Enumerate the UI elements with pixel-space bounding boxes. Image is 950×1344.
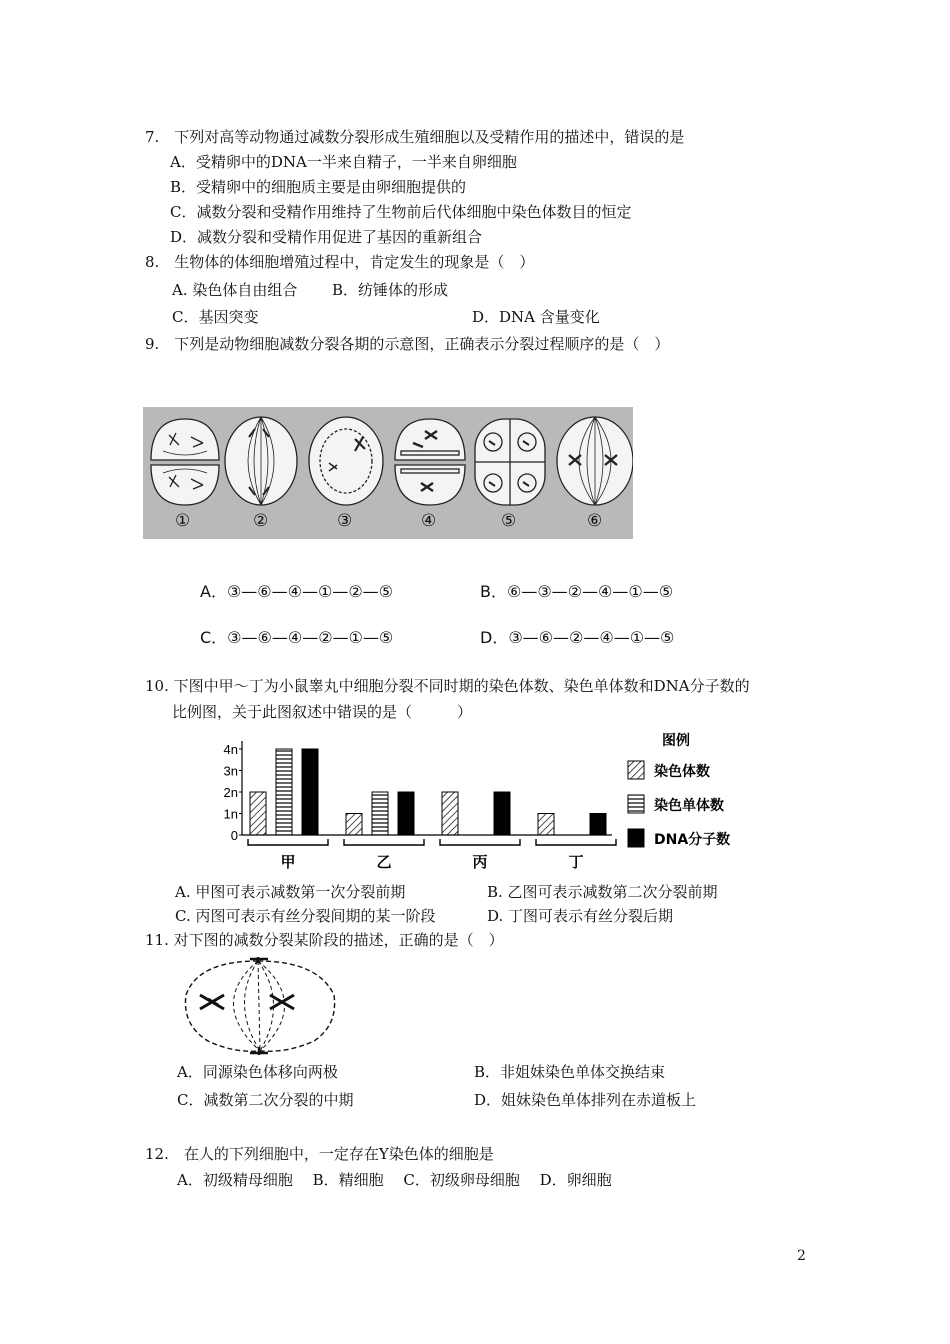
bar-1-series-2 bbox=[276, 749, 292, 835]
y-tick-label: 2n bbox=[223, 785, 238, 800]
bar-4-series-3 bbox=[590, 814, 606, 836]
cell-2-diagram bbox=[225, 417, 297, 505]
legend-label: 染色单体数 bbox=[654, 798, 724, 814]
q8-option-a: A. 染色体自由组合 bbox=[172, 281, 298, 299]
q11-option-c: C．减数第二次分裂的中期 bbox=[177, 1091, 354, 1109]
bar-4-series-1 bbox=[538, 814, 554, 836]
cell-5-diagram bbox=[475, 419, 545, 505]
q7-option-b: B．受精卵中的细胞质主要是由卵细胞提供的 bbox=[170, 178, 467, 196]
legend-label: 染色体数 bbox=[654, 764, 710, 780]
q9-option-a: A．③—⑥—④—①—②—⑤ bbox=[200, 582, 394, 601]
q12-options: A．初级精母细胞 B．精细胞 C．初级卵母细胞 D．卵细胞 bbox=[177, 1171, 612, 1189]
q7-option-c: C．减数分裂和受精作用维持了生物前后代体细胞中染色体数目的恒定 bbox=[170, 203, 632, 221]
q11-option-a: A．同源染色体移向两极 bbox=[177, 1063, 338, 1081]
category-bracket bbox=[344, 839, 424, 845]
bar-1-series-3 bbox=[302, 749, 318, 835]
spindle-diagram bbox=[178, 955, 343, 1059]
category-label: 丁 bbox=[568, 853, 584, 871]
q8-option-c: C．基因突变 bbox=[172, 308, 259, 326]
q10-option-a: A. 甲图可表示减数第一次分裂前期 bbox=[175, 883, 406, 901]
cell-label-6: ⑥ bbox=[587, 511, 603, 531]
cell-label-1: ① bbox=[175, 511, 191, 531]
cell-label-3: ③ bbox=[337, 511, 353, 531]
q11-option-d: D．姐妹染色单体排列在赤道板上 bbox=[474, 1091, 697, 1109]
q10-stem-line2: 比例图，关于此图叙述中错误的是（ ） bbox=[172, 703, 473, 721]
bar-2-series-2 bbox=[372, 792, 388, 835]
cell-label-5: ⑤ bbox=[501, 511, 517, 531]
legend-swatch bbox=[628, 761, 644, 779]
cell-label-2: ② bbox=[253, 511, 269, 531]
q8-option-b: B．纺锤体的形成 bbox=[332, 281, 449, 299]
q10-option-c: C. 丙图可表示有丝分裂间期的某一阶段 bbox=[175, 907, 436, 925]
cell-label-4: ④ bbox=[421, 511, 437, 531]
category-bracket bbox=[248, 839, 328, 845]
q7-option-d: D．减数分裂和受精作用促进了基因的重新组合 bbox=[170, 228, 483, 246]
category-label: 乙 bbox=[376, 853, 392, 871]
meiosis-cells-figure bbox=[143, 407, 633, 539]
bar-3-series-3 bbox=[494, 792, 510, 835]
cell-4-diagram bbox=[395, 419, 465, 505]
q9-option-d: D．③—⑥—②—④—①—⑤ bbox=[480, 628, 675, 647]
legend-swatch bbox=[628, 795, 644, 813]
q12-stem: 12. 在人的下列细胞中，一定存在Y染色体的细胞是 bbox=[145, 1145, 494, 1163]
bar-3-series-1 bbox=[442, 792, 458, 835]
category-label: 甲 bbox=[280, 853, 296, 871]
legend-title: 图例 bbox=[662, 733, 690, 749]
bar-2-series-1 bbox=[346, 814, 362, 836]
cell-3-diagram bbox=[309, 417, 383, 505]
category-bracket bbox=[440, 839, 520, 845]
q9-option-c: C．③—⑥—④—②—①—⑤ bbox=[200, 628, 394, 647]
bar-2-series-3 bbox=[398, 792, 414, 835]
q8-option-d: D．DNA 含量变化 bbox=[472, 308, 600, 326]
y-tick-label: 0 bbox=[230, 828, 238, 843]
legend-swatch bbox=[628, 829, 644, 847]
q10-stem-line1: 10. 下图中甲～丁为小鼠睾丸中细胞分裂不同时期的染色体数、染色单体数和DNA分子数的 bbox=[145, 677, 750, 695]
bar-1-series-1 bbox=[250, 792, 266, 835]
bar-chart bbox=[210, 725, 750, 879]
category-label: 丙 bbox=[472, 853, 488, 871]
q11-stem: 11. 对下图的减数分裂某阶段的描述，正确的是（ ） bbox=[145, 931, 504, 949]
y-tick-label: 3n bbox=[223, 763, 238, 779]
q9-stem: 9. 下列是动物细胞减数分裂各期的示意图，正确表示分裂过程顺序的是（ ） bbox=[145, 335, 670, 353]
y-tick-label: 1n bbox=[223, 806, 238, 822]
q11-option-b: B．非姐妹染色单体交换结束 bbox=[474, 1063, 666, 1081]
q7-stem: 7. 下列对高等动物通过减数分裂形成生殖细胞以及受精作用的描述中，错误的是 bbox=[145, 128, 685, 146]
q7-option-a: A．受精卵中的DNA一半来自精子，一半来自卵细胞 bbox=[170, 153, 517, 171]
q10-option-d: D. 丁图可表示有丝分裂后期 bbox=[487, 907, 674, 925]
q9-option-b: B．⑥—③—②—④—①—⑤ bbox=[480, 582, 674, 601]
cell-6-diagram bbox=[557, 417, 633, 505]
q8-stem: 8. 生物体的体细胞增殖过程中，肯定发生的现象是（ ） bbox=[145, 253, 535, 271]
q10-option-b: B. 乙图可表示减数第二次分裂前期 bbox=[487, 883, 718, 901]
page-number: 2 bbox=[797, 1248, 806, 1264]
legend-label: DNA分子数 bbox=[654, 832, 731, 848]
cell-1-diagram bbox=[151, 419, 219, 505]
y-tick-label: 4n bbox=[223, 742, 238, 757]
category-bracket bbox=[536, 839, 616, 845]
